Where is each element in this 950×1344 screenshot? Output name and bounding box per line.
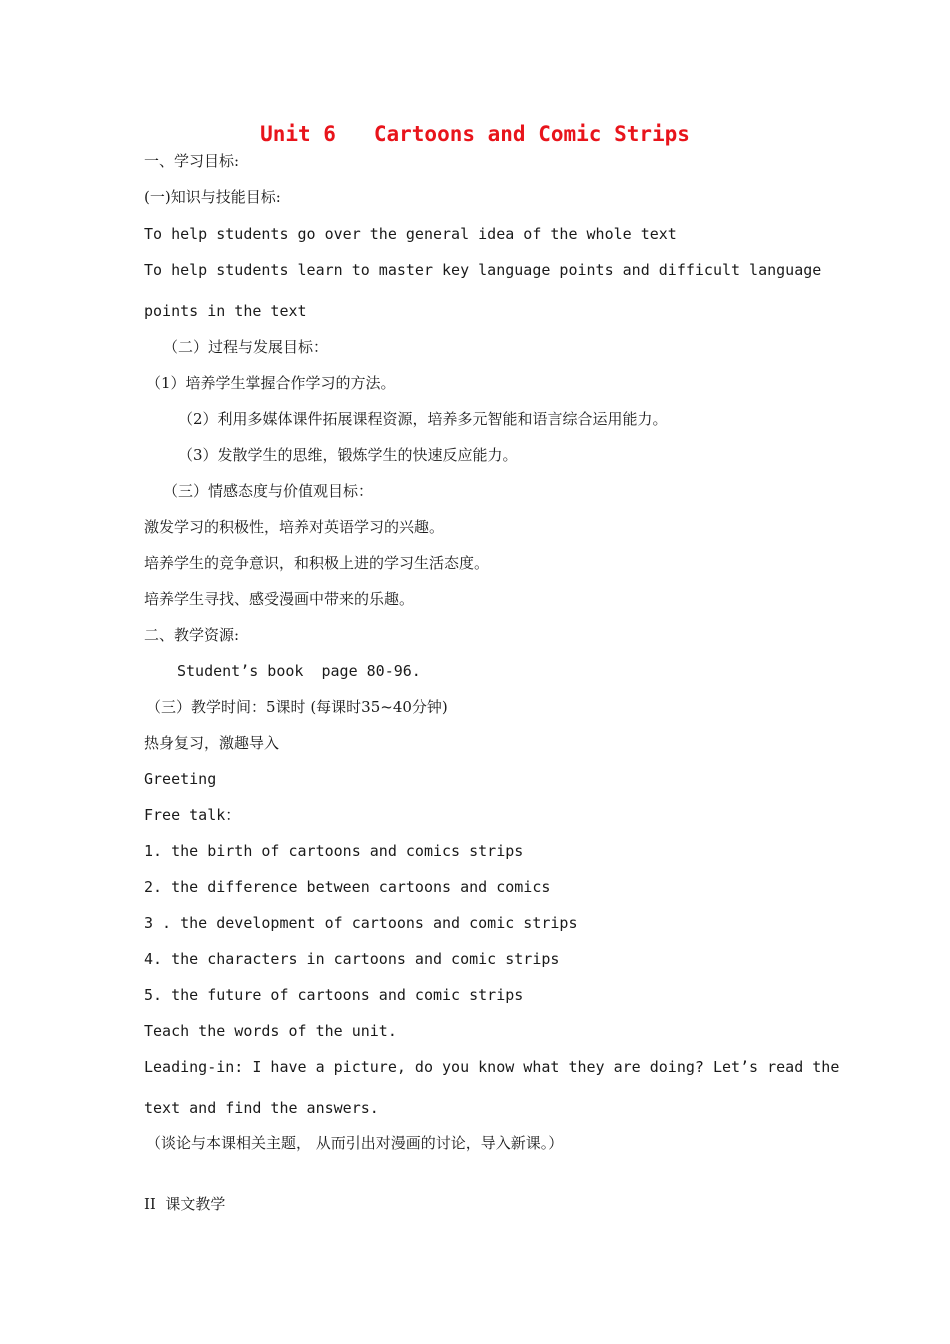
subheading-process: （二）过程与发展目标： (163, 338, 329, 356)
free-talk-label: Free talk： (144, 806, 241, 824)
heading-learning-objectives: 一、学习目标: (144, 152, 240, 170)
page-title: Unit 6 Cartoons and Comic Strips (260, 122, 690, 146)
leading-in-text: Leading-in: I have a picture, do you know what they are doing? Let’s read the (144, 1058, 840, 1076)
subheading-knowledge-skills: (一)知识与技能目标: (144, 188, 281, 206)
list-item: 4. the characters in cartoons and comic strips (144, 950, 560, 968)
greeting-text: Greeting (144, 770, 217, 788)
heading-resources: 二、教学资源: (144, 626, 240, 644)
note-text: （谈论与本课相关主题， 从而引出对漫画的讨论，导入新课。） (146, 1134, 564, 1152)
leading-in-text: text and find the answers. (144, 1099, 379, 1117)
objective-text: To help students learn to master key language points and difficult language (144, 261, 822, 279)
resource-item: Student’s book page 80-96. (177, 662, 421, 680)
list-item: 3 . the development of cartoons and comic strips (144, 914, 578, 932)
teaching-time: （三）教学时间：5课时 (每课时35~40分钟) (146, 698, 448, 716)
objective-text: points in the text (144, 302, 307, 320)
process-item: （2）利用多媒体课件拓展课程资源，培养多元智能和语言综合运用能力。 (178, 410, 668, 428)
list-item: 2. the difference between cartoons and comics (144, 878, 551, 896)
attitude-item: 培养学生的竞争意识，和积极上进的学习生活态度。 (144, 554, 490, 572)
attitude-item: 激发学习的积极性，培养对英语学习的兴趣。 (144, 518, 445, 536)
teach-words-text: Teach the words of the unit. (144, 1022, 397, 1040)
section-heading-text-teaching: II 课文教学 (144, 1195, 226, 1213)
subheading-attitude: （三）情感态度与价值观目标： (163, 482, 374, 500)
process-item: （1）培养学生掌握合作学习的方法。 (146, 374, 396, 392)
attitude-item: 培养学生寻找、感受漫画中带来的乐趣。 (144, 590, 415, 608)
objective-text: To help students go over the general idea of the whole text (144, 225, 677, 243)
process-item: （3）发散学生的思维，锻炼学生的快速反应能力。 (178, 446, 518, 464)
list-item: 5. the future of cartoons and comic strips (144, 986, 524, 1004)
warmup-heading: 热身复习，激趣导入 (144, 734, 280, 752)
list-item: 1. the birth of cartoons and comics strips (144, 842, 524, 860)
